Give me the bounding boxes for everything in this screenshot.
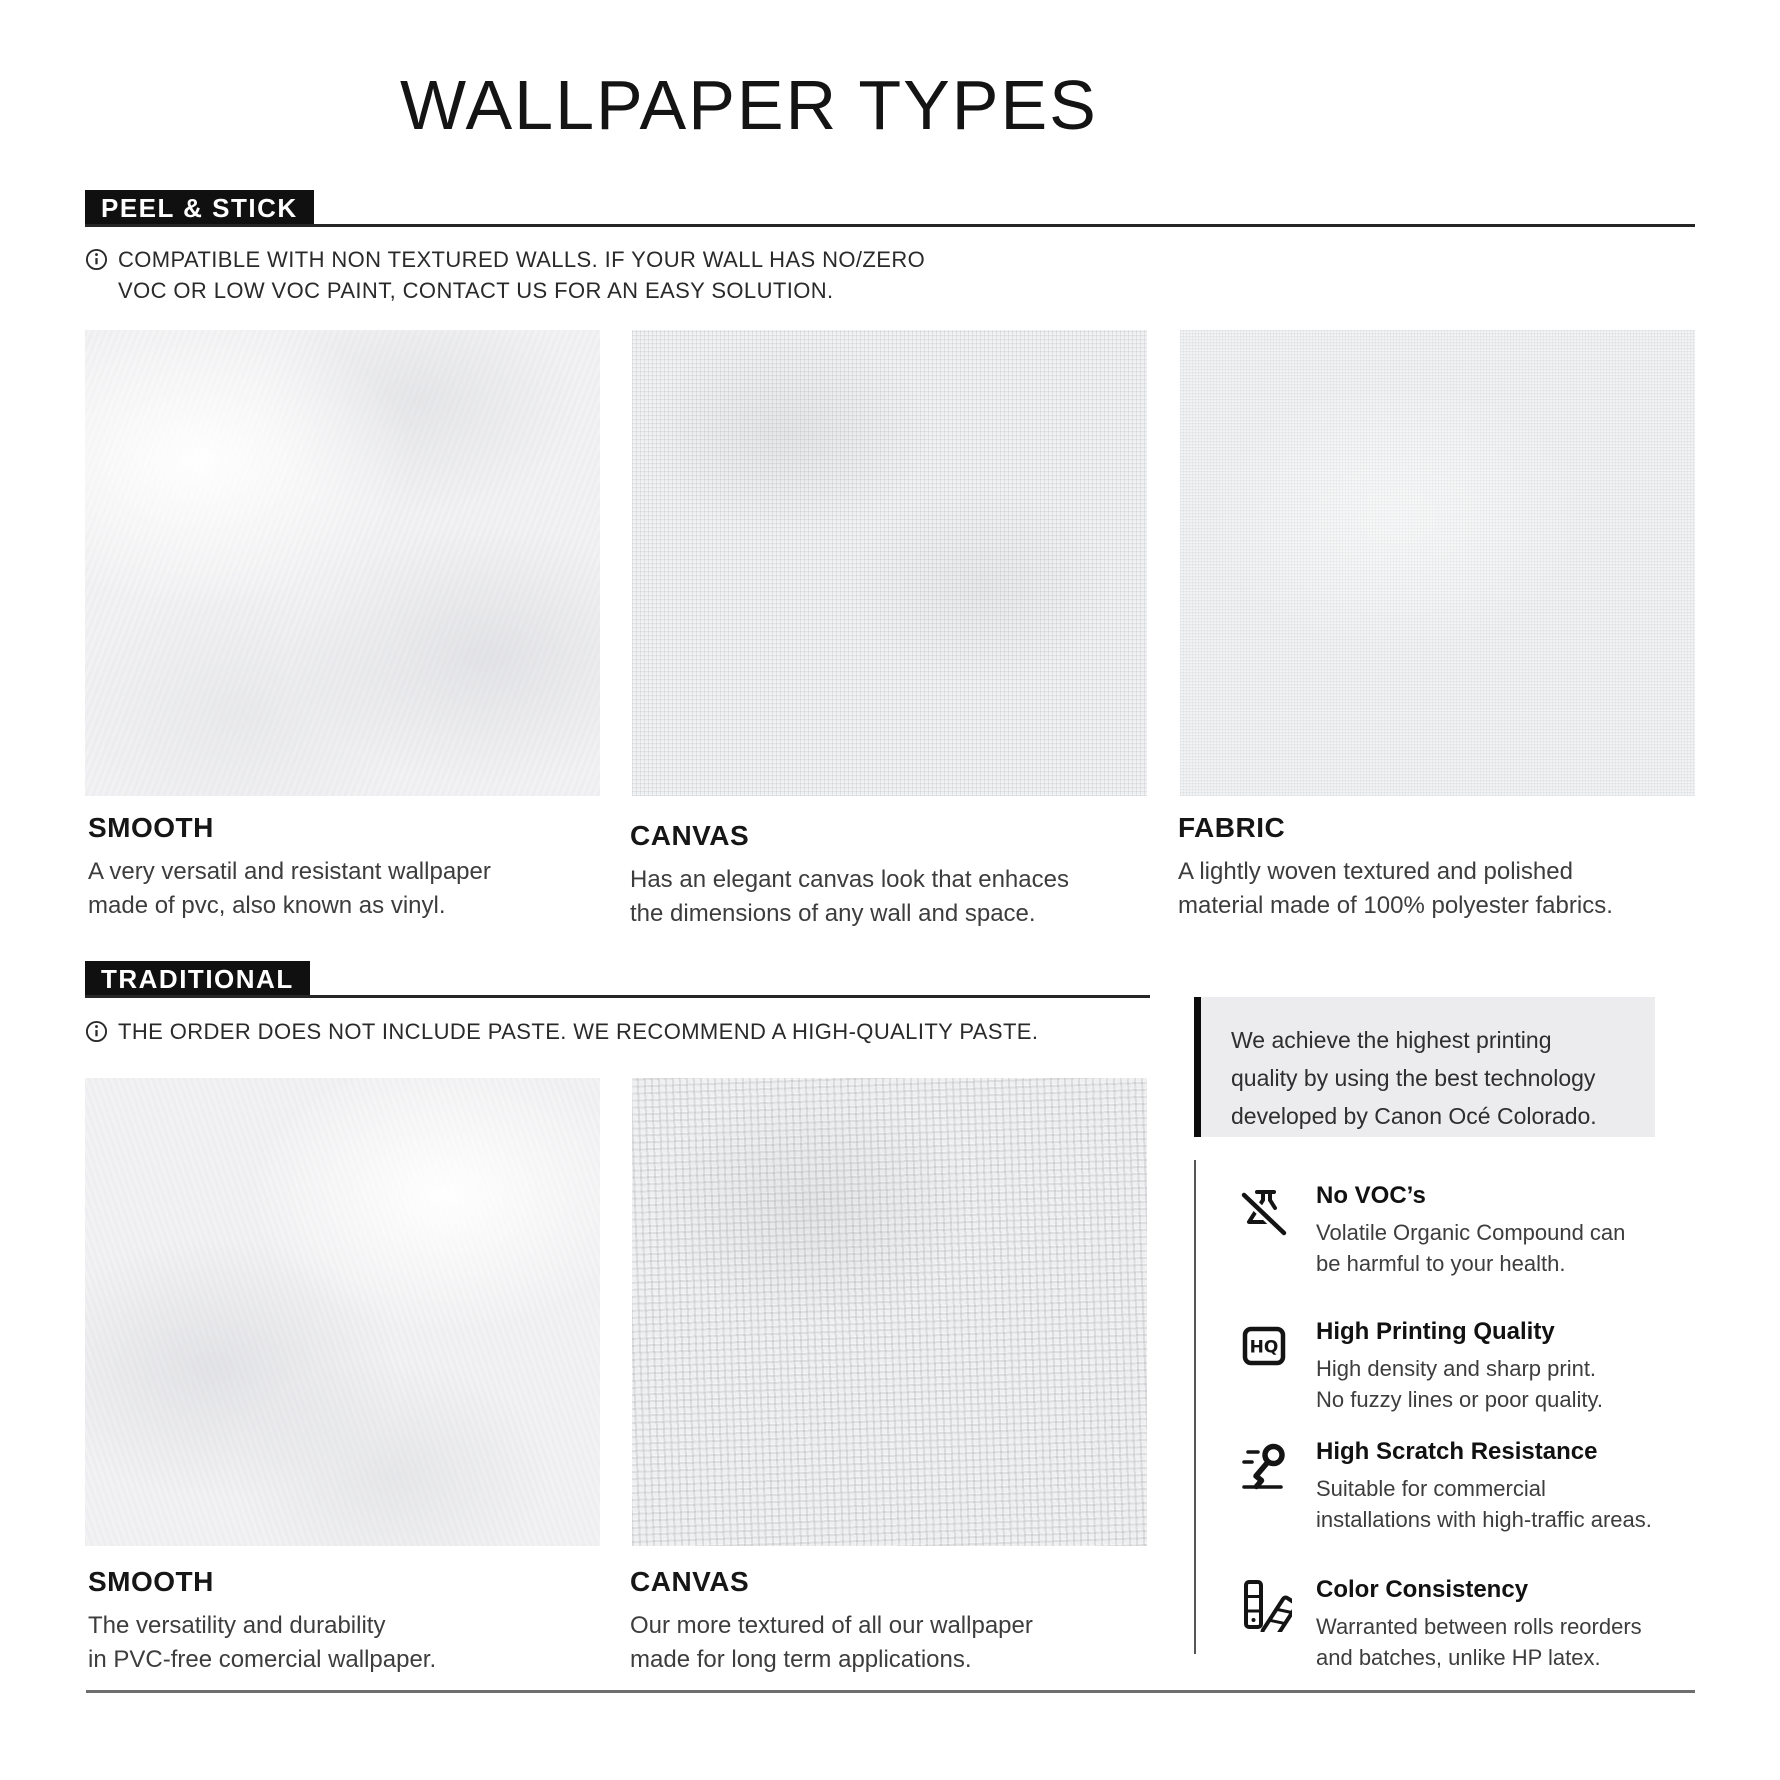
traditional-note: [85, 1016, 1038, 1047]
swatch-photo-smooth-traditional: [85, 1078, 600, 1546]
swatch-name: SMOOTH: [88, 1566, 214, 1597]
swatch-photo-fabric-peel-stick: [1180, 330, 1695, 796]
swatch-description: [630, 863, 1150, 931]
feature-description-line: Suitable for commercial: [1316, 1476, 1546, 1501]
traditional-rule: [85, 995, 1150, 998]
swatch-info-canvas-traditional: [630, 1566, 1150, 1677]
swatch-info-smooth-peel-stick: [88, 812, 608, 923]
feature-description-line: be harmful to your health.: [1316, 1251, 1566, 1276]
swatch-photo-smooth-peel-stick: [85, 330, 600, 796]
swatch-photo-canvas-peel-stick: [632, 330, 1147, 796]
hq-badge-icon: [1236, 1318, 1292, 1374]
callout-line: We achieve the highest printing: [1231, 1027, 1552, 1053]
printing-quality-callout: [1194, 997, 1655, 1137]
swatch-description-line: Our more textured of all our wallpaper: [630, 1612, 1033, 1639]
note-line: COMPATIBLE WITH NON TEXTURED WALLS. IF YOUR WALL HAS NO/ZERO: [118, 247, 926, 272]
feature-high-printing-quality: [1236, 1318, 1696, 1415]
note-text: [118, 244, 925, 306]
swatch-info-fabric-peel-stick: [1178, 812, 1698, 923]
section-tag-peel-stick: PEEL & STICK: [85, 190, 314, 226]
info-icon: [85, 248, 108, 271]
swatch-name: FABRIC: [1178, 812, 1286, 843]
swatch-description-line: made of pvc, also known as vinyl.: [88, 892, 446, 919]
feature-description-line: Warranted between rolls reorders: [1316, 1614, 1642, 1639]
feature-title: No VOC’s: [1316, 1182, 1426, 1209]
section-tag-traditional: TRADITIONAL: [85, 961, 310, 997]
callout-line: developed by Canon Océ Colorado.: [1231, 1103, 1597, 1129]
feature-title: Color Consistency: [1316, 1576, 1529, 1603]
peel-stick-rule: [85, 224, 1695, 227]
feature-description-line: Volatile Organic Compound can: [1316, 1220, 1626, 1245]
note-line: VOC OR LOW VOC PAINT, CONTACT US FOR AN EASY SOLUTION.: [118, 278, 834, 303]
swatch-description-line: made for long term applications.: [630, 1646, 972, 1673]
feature-description: [1316, 1353, 1603, 1415]
swatch-name: CANVAS: [630, 1566, 750, 1597]
feature-description: [1316, 1611, 1642, 1673]
feature-no-voc: [1236, 1182, 1696, 1279]
svg-text:HQ: HQ: [1249, 1337, 1279, 1358]
feature-title: High Scratch Resistance: [1316, 1438, 1598, 1465]
scratch-key-icon: [1236, 1438, 1292, 1494]
footer-rule: [86, 1690, 1695, 1693]
color-swatches-icon: [1236, 1576, 1292, 1632]
info-icon: [85, 1020, 108, 1043]
feature-description: [1316, 1217, 1625, 1279]
swatch-info-canvas-peel-stick: [630, 820, 1150, 931]
swatch-description-line: A very versatil and resistant wallpaper: [88, 858, 491, 885]
note-text: [118, 1016, 1038, 1047]
swatch-description: [630, 1609, 1150, 1677]
no-voc-flask-icon: [1236, 1182, 1292, 1238]
swatch-info-smooth-traditional: [88, 1566, 608, 1677]
swatch-name: SMOOTH: [88, 812, 214, 843]
swatch-description: [88, 1609, 608, 1677]
feature-text: [1316, 1438, 1652, 1535]
feature-description-line: installations with high-traffic areas.: [1316, 1507, 1652, 1532]
swatch-description-line: in PVC-free comercial wallpaper.: [88, 1646, 437, 1673]
page-title: WALLPAPER TYPES: [400, 66, 1098, 144]
feature-text: [1316, 1318, 1603, 1415]
swatch-description: [1178, 855, 1698, 923]
feature-high-scratch-resistance: [1236, 1438, 1696, 1535]
feature-color-consistency: [1236, 1576, 1696, 1673]
note-line: THE ORDER DOES NOT INCLUDE PASTE. WE RECOMMEND A HIGH-QUALITY PASTE.: [118, 1019, 1039, 1044]
feature-description-line: High density and sharp print.: [1316, 1356, 1597, 1381]
swatch-description-line: Has an elegant canvas look that enhaces: [630, 866, 1069, 893]
feature-text: [1316, 1182, 1625, 1279]
swatch-description-line: A lightly woven textured and polished: [1178, 858, 1573, 885]
peel-stick-note: [85, 244, 925, 306]
swatch-description-line: The versatility and durability: [88, 1612, 386, 1639]
callout-line: quality by using the best technology: [1231, 1065, 1596, 1091]
swatch-description-line: the dimensions of any wall and space.: [630, 900, 1036, 927]
feature-description-line: and batches, unlike HP latex.: [1316, 1645, 1601, 1670]
feature-description-line: No fuzzy lines or poor quality.: [1316, 1387, 1603, 1412]
swatch-photo-canvas-traditional: [632, 1078, 1147, 1546]
features-divider: [1194, 1160, 1196, 1654]
feature-description: [1316, 1473, 1652, 1535]
swatch-description: [88, 855, 608, 923]
feature-title: High Printing Quality: [1316, 1318, 1555, 1345]
feature-text: [1316, 1576, 1642, 1673]
swatch-description-line: material made of 100% polyester fabrics.: [1178, 892, 1613, 919]
swatch-name: CANVAS: [630, 820, 750, 851]
